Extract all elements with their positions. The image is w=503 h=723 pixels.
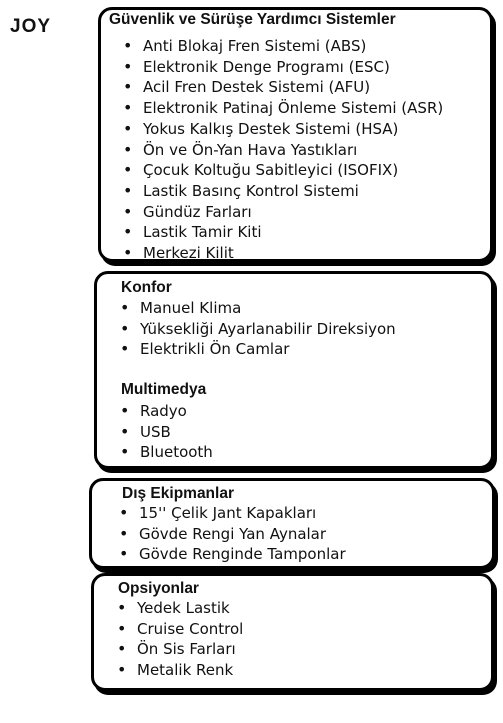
feature-list-item: • Bluetooth xyxy=(118,442,213,463)
comfort-multimedia-box xyxy=(94,271,494,469)
feature-list-item: • Gövde Rengi Yan Aynalar xyxy=(117,524,346,545)
comfort-feature-list xyxy=(118,298,396,360)
exterior-feature-list xyxy=(117,503,346,565)
feature-list-item: • Manuel Klima xyxy=(118,298,396,319)
feature-list-item: • Anti Blokaj Fren Sistemi (ABS) xyxy=(121,36,443,57)
feature-list-item: • 15'' Çelik Jant Kapakları xyxy=(117,503,346,524)
exterior-section-title: Dış Ekipmanlar xyxy=(122,485,234,502)
safety-features-box xyxy=(98,7,493,262)
feature-list-item: • Gövde Renginde Tamponlar xyxy=(117,544,346,565)
safety-section-title: Güvenlik ve Sürüşe Yardımcı Sistemler xyxy=(109,11,396,28)
feature-list-item: • USB xyxy=(118,422,213,443)
feature-list-item: • Elektrikli Ön Camlar xyxy=(118,339,396,360)
options-feature-list xyxy=(115,598,243,681)
multimedia-section-title: Multimedya xyxy=(121,381,207,398)
feature-list-item: • Cruise Control xyxy=(115,619,243,640)
feature-list-item: • Yüksekliği Ayarlanabilir Direksiyon xyxy=(118,319,396,340)
feature-list-item: • Metalik Renk xyxy=(115,660,243,681)
feature-list-item: • Elektronik Patinaj Önleme Sistemi (ASR) xyxy=(121,98,443,119)
feature-list-item: • Lastik Tamir Kiti xyxy=(121,222,443,243)
safety-feature-list xyxy=(121,36,443,264)
feature-list-item: • Yedek Lastik xyxy=(115,598,243,619)
feature-list-item: • Merkezi Kilit xyxy=(121,243,443,264)
feature-list-item: • Radyo xyxy=(118,401,213,422)
feature-list-item: • Lastik Basınç Kontrol Sistemi xyxy=(121,181,443,202)
comfort-section-title: Konfor xyxy=(121,279,172,296)
options-box xyxy=(91,573,494,691)
options-section-title: Opsiyonlar xyxy=(118,580,199,597)
feature-list-item: • Ön ve Ön-Yan Hava Yastıkları xyxy=(121,140,443,161)
multimedia-feature-list xyxy=(118,401,213,463)
trim-name: JOY xyxy=(10,16,52,37)
feature-list-item: • Yokus Kalkış Destek Sistemi (HSA) xyxy=(121,119,443,140)
feature-list-item: • Acil Fren Destek Sistemi (AFU) xyxy=(121,77,443,98)
feature-list-item: • Ön Sis Farları xyxy=(115,639,243,660)
feature-list-item: • Çocuk Koltuğu Sabitleyici (ISOFIX) xyxy=(121,160,443,181)
feature-list-item: • Elektronik Denge Programı (ESC) xyxy=(121,57,443,78)
exterior-equipment-box xyxy=(89,478,495,569)
feature-list-item: • Gündüz Farları xyxy=(121,202,443,223)
